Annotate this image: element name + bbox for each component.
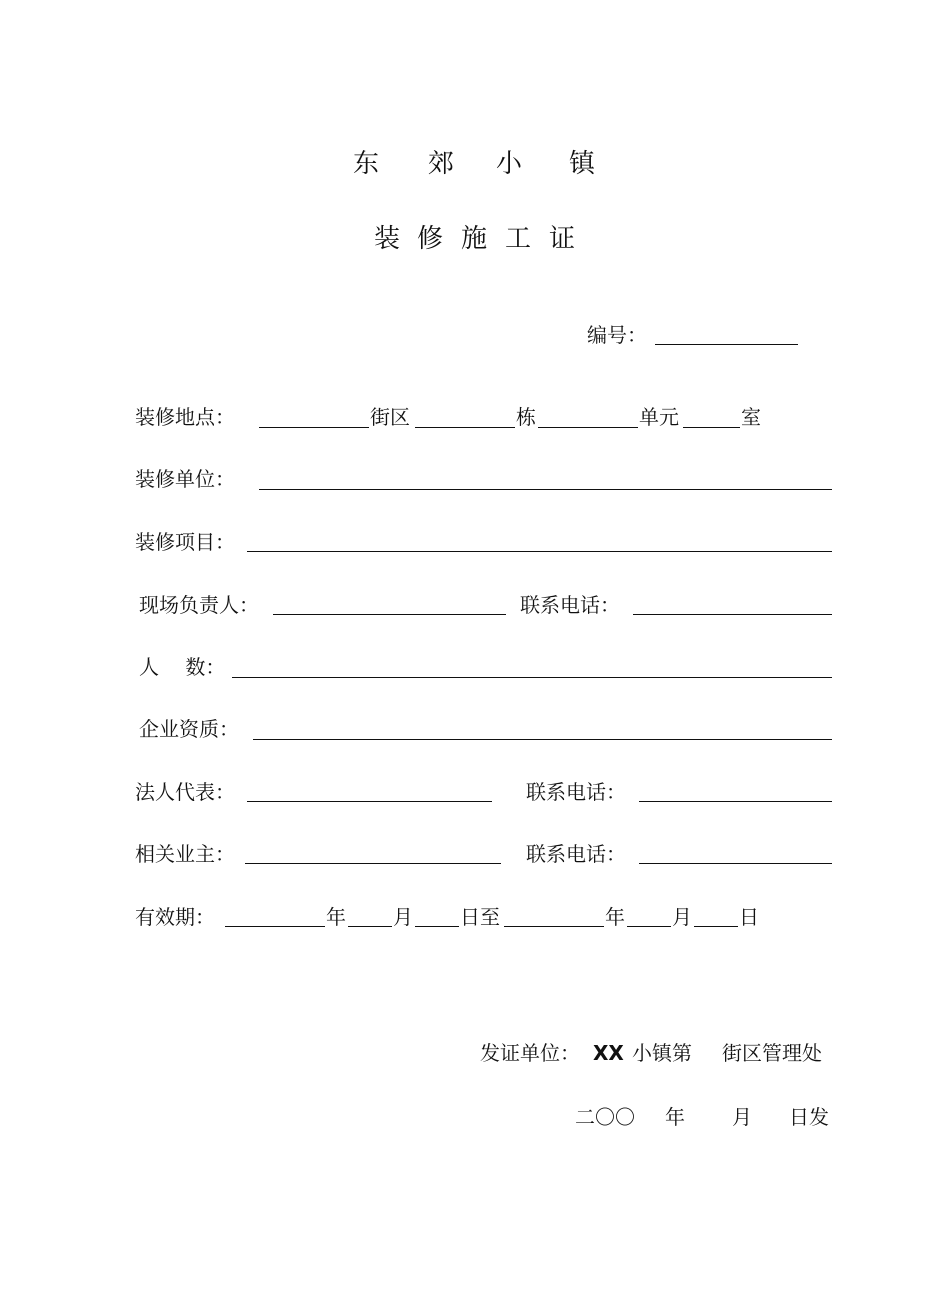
validity-start-day-field[interactable]	[415, 926, 459, 927]
onsite-manager-label: 现场负责人：	[139, 593, 259, 617]
legal-rep-phone-field[interactable]	[639, 801, 832, 802]
unit-field[interactable]	[538, 427, 638, 428]
issuer-office-text: 街区管理处	[722, 1041, 822, 1065]
onsite-manager-field[interactable]	[273, 614, 506, 615]
headcount-field[interactable]	[232, 677, 832, 678]
title-char: 东	[353, 149, 380, 179]
headcount-label: 人 数：	[139, 655, 226, 679]
owner-phone-field[interactable]	[639, 863, 832, 864]
building-unit-text: 栋	[516, 405, 536, 429]
onsite-manager-phone-field[interactable]	[633, 614, 832, 615]
validity-month-text: 月	[393, 905, 413, 929]
street-unit-text: 街区	[370, 405, 410, 429]
subtitle-char: 工	[505, 224, 532, 254]
issuer-town-text: 小镇第	[632, 1041, 692, 1065]
owner-field[interactable]	[245, 863, 501, 864]
issuer-label: 发证单位：	[480, 1041, 580, 1065]
subtitle-char: 装	[374, 224, 401, 254]
validity-start-month-field[interactable]	[348, 926, 392, 927]
unit-unit-text: 单元	[639, 405, 679, 429]
subtitle-char: 施	[461, 224, 488, 254]
legal-rep-label: 法人代表：	[135, 780, 235, 804]
serial-field[interactable]	[655, 344, 798, 345]
validity-year-text: 年	[326, 905, 346, 929]
onsite-manager-phone-label: 联系电话：	[520, 593, 620, 617]
validity-end-month-field[interactable]	[627, 926, 671, 927]
issue-date-day-text: 日发	[789, 1105, 829, 1129]
validity-year2-text: 年	[605, 905, 625, 929]
issuer-bold-text: XX	[593, 1041, 624, 1065]
location-label: 装修地点：	[135, 405, 235, 429]
validity-day2-text: 日	[739, 905, 759, 929]
issue-date-year-text: 年	[665, 1105, 685, 1129]
project-label: 装修项目：	[135, 530, 235, 554]
validity-start-year-field[interactable]	[225, 926, 325, 927]
building-field[interactable]	[415, 427, 515, 428]
title-char: 郊	[428, 149, 455, 179]
owner-label: 相关业主：	[135, 842, 235, 866]
subtitle-char: 修	[417, 224, 444, 254]
validity-day-to-text: 日至	[460, 905, 500, 929]
issue-date-month-text: 月	[732, 1105, 752, 1129]
validity-end-day-field[interactable]	[694, 926, 738, 927]
room-unit-text: 室	[741, 405, 761, 429]
legal-rep-phone-label: 联系电话：	[526, 780, 626, 804]
owner-phone-label: 联系电话：	[526, 842, 626, 866]
room-field[interactable]	[683, 427, 740, 428]
subtitle-char: 证	[549, 224, 576, 254]
validity-end-year-field[interactable]	[504, 926, 604, 927]
legal-rep-field[interactable]	[247, 801, 492, 802]
street-field[interactable]	[259, 427, 369, 428]
issue-date-prefix: 二〇〇	[575, 1105, 635, 1129]
title-char: 镇	[569, 149, 596, 179]
validity-month2-text: 月	[672, 905, 692, 929]
validity-label: 有效期：	[135, 905, 215, 929]
qualification-label: 企业资质：	[139, 717, 239, 741]
project-field[interactable]	[247, 551, 832, 552]
company-field[interactable]	[259, 489, 832, 490]
title-char: 小	[496, 149, 523, 179]
qualification-field[interactable]	[253, 739, 832, 740]
serial-label: 编号：	[587, 323, 647, 347]
company-label: 装修单位：	[135, 467, 235, 491]
